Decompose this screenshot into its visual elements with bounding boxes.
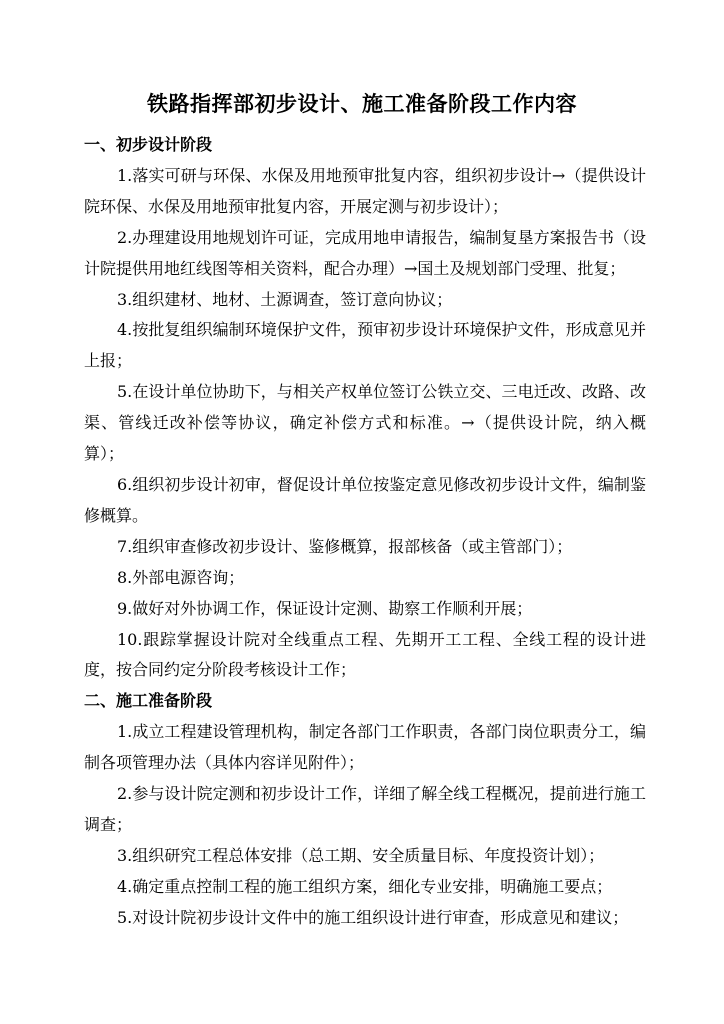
section-heading-preliminary-design: 一、初步设计阶段: [84, 135, 213, 154]
list-item: 10.跟踪掌握设计院对全线重点工程、先期开工工程、全线工程的设计进度，按合同约定分阶段考核设计工作；: [84, 629, 646, 680]
list-item: 1.落实可研与环保、水保及用地预审批复内容，组织初步设计→（提供设计院环保、水保及用地预审批复内容，开展定测与初步设计）；: [84, 165, 646, 216]
list-item: 3.组织研究工程总体安排（总工期、安全质量目标、年度投资计划）；: [117, 845, 605, 865]
document-title: 铁路指挥部初步设计、施工准备阶段工作内容: [147, 92, 577, 116]
list-item: 4.按批复组织编制环境保护文件，预审初步设计环境保护文件，形成意见并上报；: [84, 320, 646, 371]
list-item: 9.做好对外协调工作，保证设计定测、勘察工作顺利开展；: [117, 598, 533, 618]
list-item: 2.参与设计院定测和初步设计工作，详细了解全线工程概况，提前进行施工调查；: [84, 784, 646, 834]
list-item: 4.确定重点控制工程的施工组织方案，细化专业安排，明确施工要点；: [117, 876, 613, 896]
list-item: 3.组织建材、地材、土源调查，签订意向协议；: [117, 289, 453, 309]
list-item: 6.组织初步设计初审，督促设计单位按鉴定意见修改初步设计文件，编制鉴修概算。: [84, 474, 646, 525]
list-item: 5.对设计院初步设计文件中的施工组织设计进行审查，形成意见和建议；: [117, 907, 629, 927]
section-heading-construction-preparation: 二、施工准备阶段: [84, 691, 213, 711]
list-item: 2.办理建设用地规划许可证，完成用地申请报告，编制复垦方案报告书（设计院提供用地红线图等相关资料，配合办理）→国土及规划部门受理、批复；: [84, 227, 646, 278]
list-item: 7.组织审查修改初步设计、鉴修概算，报部核备（或主管部门）；: [117, 536, 573, 556]
list-item: 1.成立工程建设管理机构，制定各部门工作职责，各部门岗位职责分工，编制各项管理办法（具体内容详见附件）；: [84, 722, 646, 773]
document-body: [84, 130, 646, 934]
list-item: 8.外部电源咨询；: [117, 567, 245, 587]
list-item: 5.在设计单位协助下，与相关产权单位签订公铁立交、三电迁改、改路、改渠、管线迁改补偿等协议，确定补偿方式和标准。→（提供设计院，纳入概算）；: [84, 382, 646, 464]
